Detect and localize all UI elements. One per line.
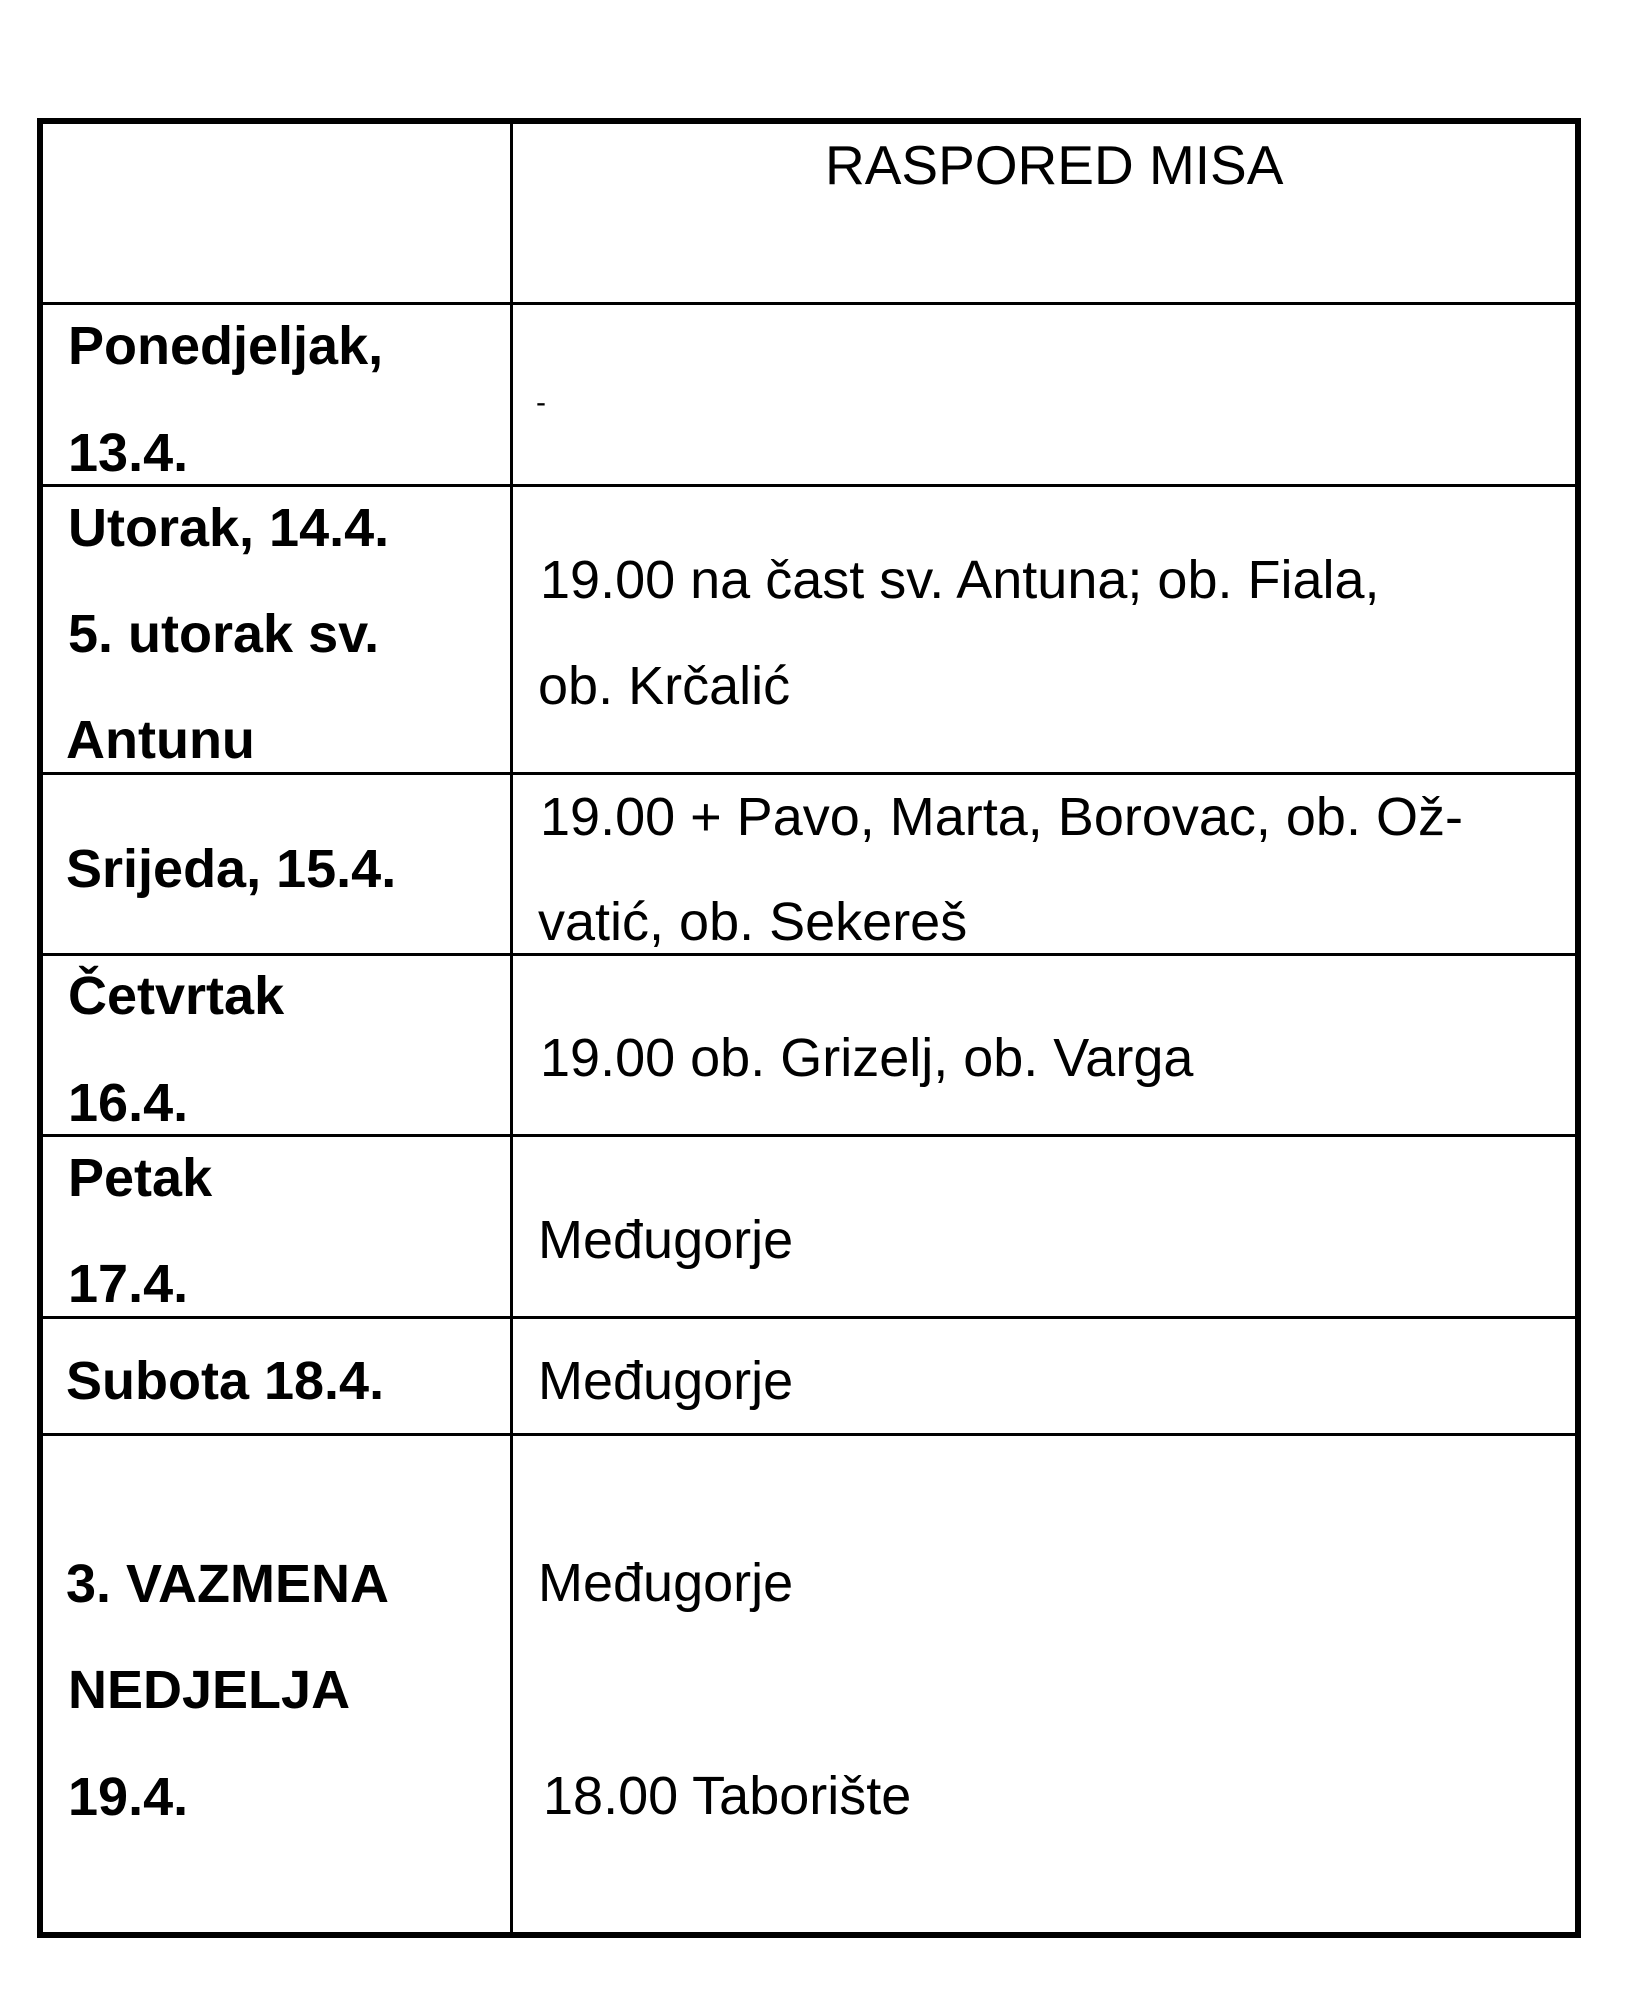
day-label-line: NEDJELJA: [68, 1660, 351, 1720]
row-divider: [37, 1134, 1581, 1137]
mass-info-line: vatić, ob. Sekereš: [538, 892, 968, 952]
mass-info-line: Međugorje: [538, 1351, 794, 1411]
mass-info-line: 19.00 na čast sv. Antuna; ob. Fiala,: [540, 550, 1380, 610]
day-label-line: Utorak, 14.4.: [68, 498, 390, 558]
mass-info-line: Međugorje: [538, 1210, 794, 1270]
mass-info-line: 18.00 Taborište: [543, 1766, 912, 1826]
table-title: RASPORED MISA: [825, 134, 1284, 196]
day-label-line: Ponedjeljak,: [68, 316, 384, 376]
day-label-line: Subota 18.4.: [66, 1351, 385, 1411]
row-divider: [37, 1316, 1581, 1319]
day-label-line: 13.4.: [68, 423, 189, 483]
day-label-line: 19.4.: [68, 1767, 189, 1827]
day-label-line: 17.4.: [68, 1254, 189, 1314]
day-label-line: 3. VAZMENA: [66, 1554, 390, 1614]
day-label-line: Petak: [68, 1148, 213, 1208]
day-label-line: 5. utorak sv.: [68, 604, 380, 664]
row-divider: [37, 1433, 1581, 1436]
day-label-line: Antunu: [66, 710, 255, 770]
row-divider: [37, 772, 1581, 775]
column-divider: [510, 121, 513, 1935]
day-label-line: Srijeda, 15.4.: [66, 839, 397, 899]
row-divider: [37, 302, 1581, 305]
day-label-line: 16.4.: [68, 1073, 189, 1133]
mass-info-line: Međugorje: [538, 1553, 794, 1613]
mass-info-line: ob. Krčalić: [538, 656, 791, 716]
row-divider: [37, 484, 1581, 487]
mass-info-line: 19.00 + Pavo, Marta, Borovac, ob. Ož-: [540, 787, 1463, 847]
day-label-line: Četvrtak: [68, 966, 285, 1026]
mass-info-line: 19.00 ob. Grizelj, ob. Varga: [540, 1028, 1194, 1088]
mass-info-line: -: [536, 386, 546, 419]
row-divider: [37, 953, 1581, 956]
